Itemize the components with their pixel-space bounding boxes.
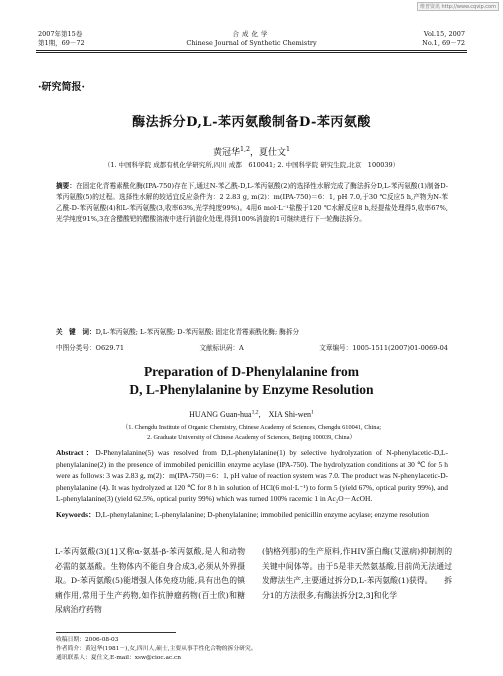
keywords-en-text: D,L-phenylalanine; L-phenylalanine; D-phenylalanine; immobiled penicillin enzyme acylase; enzyme resolution xyxy=(95,510,429,519)
document-code: 文献标识码：A xyxy=(199,344,244,352)
article-title-en-line-2: D, L-Phenylalanine by Enzyme Resolution xyxy=(129,382,374,397)
footnote-contact: 通讯联系人：夏仕文,E-mail：xsw@cioc.ac.cn xyxy=(56,655,181,661)
footnote-author: 作者简介：黄冠华(1981－),女,四川人,硕士,主要从事手性化合物的拆分研究。 xyxy=(56,646,257,652)
header-rule-top xyxy=(36,50,467,51)
clc-number: 中图分类号：O629.71 xyxy=(56,344,125,352)
classification-row xyxy=(56,342,448,352)
journal-year-volume: 2007年第15卷 xyxy=(38,30,83,38)
article-title-en-line-1: Preparation of D-Phenylalanine from xyxy=(143,364,360,379)
journal-issue-pages: 第1期，69－72 xyxy=(38,39,85,47)
abstract-cn-label: 摘要： xyxy=(56,182,77,190)
abstract-en-label: Abstract： xyxy=(56,448,96,457)
watermark: 维普资讯 http://www.cqvip.com xyxy=(417,2,499,11)
abstract-en xyxy=(56,447,448,505)
authors-cn xyxy=(0,145,503,158)
author-1-en: HUANG Guan-hua xyxy=(189,410,252,419)
author-1-affil-cn: 1,2 xyxy=(239,146,250,153)
keywords-en-label: Keywords： xyxy=(56,510,96,519)
keywords-en xyxy=(56,509,448,521)
author-2-en: , XIA Shi-wen xyxy=(258,410,312,419)
footnote-rule xyxy=(56,632,176,633)
abstract-cn-text: 在固定化青霉素酰化酶(IPA-750)存在下,通过N-苯乙酰-D,L-苯丙氨酸(2)的选择性水解完成了酶法拆分D,L-苯丙氨酸(1)制备D-苯丙氨酸(5)的过程。选择性水解的较适宜反应条件为：2 2.83 g, m(2)：m(IPA-750)＝6：1, pH 7.0,于30 ℃反应5 h,产物为N-苯乙酰-D-苯丙氨酸(4)和L-苯丙氨酸(3,收率63%,光学纯度99%)。4用6 mol·L⁻¹盐酸于120 ℃水解反应8 h,经提盐处理得5,收率67%,光学纯度91%,3在含醋酸钯的醋酸溶液中进行消旋化处理,得到100%消旋的1可继续进行下一轮酶法拆分。 xyxy=(56,182,449,223)
footnote-received: 收稿日期：2006-08-03 xyxy=(56,637,119,643)
affiliation-en-2: 2. Graduate University of Chinese Academy of Sciences, Beijing 100039, China） xyxy=(147,434,356,441)
author-2-cn: ，夏仕文 xyxy=(250,148,287,158)
affiliation-en-1: （1. Chengdu Institute of Organic Chemistry, Chinese Academy of Sciences, Chengdu 610041, China; xyxy=(121,424,381,431)
affiliation-cn: （1. 中国科学院 成都有机化学研究所,四川 成都 610041; 2. 中国科学院 研究生院,北京 100039） xyxy=(103,161,400,169)
abstract-cn xyxy=(56,181,448,225)
author-2-affil-en: 1 xyxy=(311,409,314,416)
journal-name-en: Chinese Journal of Synthetic Chemistry xyxy=(186,39,317,47)
article-title-cn: 酶法拆分D,L-苯丙氨酸制备D-苯丙氨酸 xyxy=(132,115,371,130)
authors-en xyxy=(0,409,503,420)
author-1-cn: 黄冠华 xyxy=(212,148,240,158)
keywords-cn-text: D,L-苯丙氨酸; L-苯丙氨酸; D-苯丙氨酸; 固定化青霉素酰化酶; 酶拆分 xyxy=(95,328,300,336)
journal-number: No.1, 69－72 xyxy=(422,39,465,47)
keywords-cn xyxy=(56,327,448,338)
journal-volume: Vol.15, 2007 xyxy=(423,30,465,38)
author-2-affil-cn: 1 xyxy=(286,146,291,153)
abstract-en-text: D-Phenylalanine(5) was resolved from D,L-phenylalanine(1) by selective hydrolyzation of N-phenylacetic-D,L-phenylalanine(2) in the presence of immobiled penicillin enzyme acylase (IPA-750). The hydrolyzation conditions at 30 ℃ for 5 h were as follows: 3 was 2.83 g, m(2)：m(IPA-750)＝6：1, pH value of reaction system was 7.0. The product was N-phenylacetic-D-phenylalanine (4). It was hydrolyzed at 120 ℃ for 8 h in solution of HCl(6 mol·L⁻¹) to form 5 (yield 67%, optical purity 99%), and L-phenylalanine(3) (yield 62.5%, optical purity 99%) which was turned 100% racemic 1 in Ac₂O－AcOH. xyxy=(56,448,448,503)
journal-name-cn: 合成化学 xyxy=(232,30,271,38)
body-column-right: (钠格列那)的生产原料,作HIV蛋白酶(艾滋病)抑制剂的关键中间体等。由于5是非天然氨基酸,目前尚无法通过发酵法生产,主要通过拆分D,L-苯丙氨酸(1)获得。 拆分1的方法很多,有酶法拆分[2,3]和化学 xyxy=(262,547,452,600)
article-number: 文章编号：1005-1511(2007)01-0069-04 xyxy=(319,344,448,352)
keywords-cn-label: 关 键 词： xyxy=(56,328,96,336)
section-label: ·研究简报· xyxy=(38,82,85,93)
author-1-affil-en: 1,2 xyxy=(251,409,259,416)
body-column-left: L-苯丙氨酸(3)[1]又称α-氨基-β-苯丙氨酸,是人和动物必需的氨基酸。生物体内不能自身合成3,必须从外界摄取。D-苯丙氨酸(5)能增强人体免疫功能,具有出色的镇痛作用,常用于生产药物,如作抗肿瘤药物(百士欣)和糖尿病治疗药物 xyxy=(55,547,245,614)
header-rule-bottom xyxy=(36,52,467,53)
journal-volume-info xyxy=(422,30,465,48)
